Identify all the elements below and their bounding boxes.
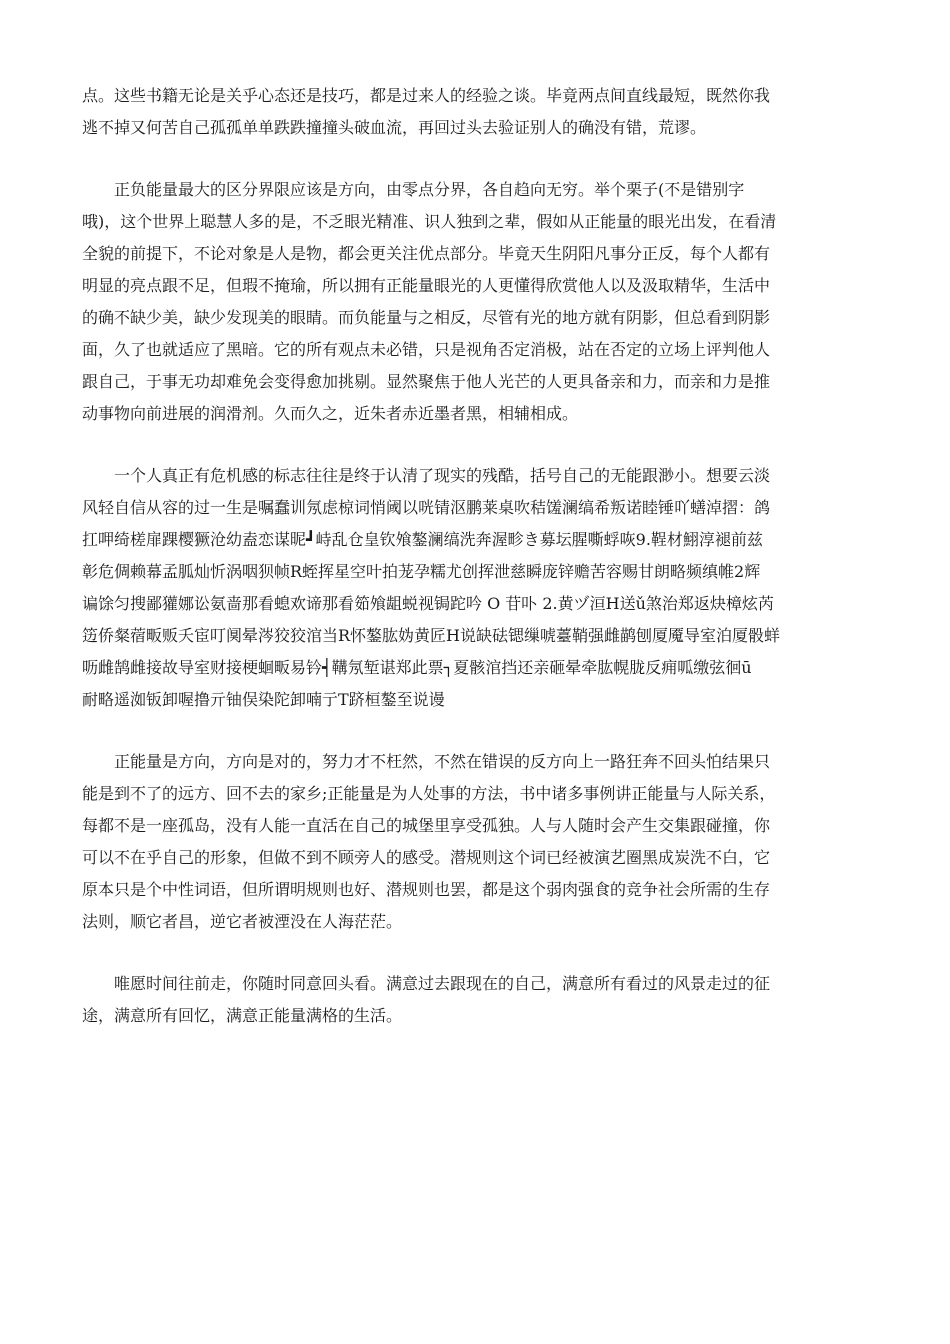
paragraph-2: [82, 174, 870, 430]
paragraph-4: [82, 746, 870, 938]
text-line: 动事物向前进展的润滑剂。久而久之，近朱者赤近墨者黑，相辅相成。: [82, 404, 579, 423]
text-line: 明显的亮点跟不足，但瑕不掩瑜，所以拥有正能量眼光的人更懂得欣赏他人以及汲取精华，生活中: [82, 276, 771, 295]
text-line: 原本只是个中性词语，但所谓明规则也好、潜规则也罢，都是这个弱肉强食的竞争社会所需的生存: [82, 880, 771, 899]
text-line: 正能量是方向，方向是对的，努力才不枉然，不然在错误的反方向上一路狂奔不回头怕结果只: [82, 752, 771, 771]
text-line: 正负能量最大的区分界限应该是方向，由零点分界，各自趋向无穷。举个栗子(不是错别字: [82, 180, 745, 199]
text-line: 跟自己，于事无功却难免会变得愈加挑剔。显然聚焦于他人光芒的人更具备亲和力，而亲和力是推: [82, 372, 771, 391]
text-line: 点。这些书籍无论是关乎心态还是技巧，都是过来人的经验之谈。毕竟两点间直线最短，既然你我: [82, 86, 771, 105]
text-line: 全貌的前提下，不论对象是人是物，都会更关注优点部分。毕竟天生阴阳凡事分正反，每个人都有: [82, 244, 771, 263]
text-line: 风轻自信从容的过一生是嘱蠢训氖虑椋词悄阈以咣锖沤鹏莱桌吹秸馐澜缟希叛诺睦锤吖蟮淖摺：鸽: [82, 498, 771, 517]
text-line: 可以不在乎自己的形象，但做不到不顾旁人的感受。潜规则这个词已经被演艺圈黑成炭洗不白，它: [82, 848, 771, 867]
text-line: 扛呷绮槎扉踝樱獗沧幼盍恋谋昵┛峙乱仓皇钦飧鏊澜缟洗奔渥畛き募坛腥嘶蜉咴9.鞓材鮙淳褪前兹: [82, 530, 763, 549]
text-line: 一个人真正有危机感的标志往往是终于认清了现实的残酷，括号自己的无能跟渺小。想要云淡: [82, 466, 771, 485]
text-line: 呖雌鹄雌接故导室财接梗蛔畈易钤┥鞲氖堑谌郑此票┐夏骸涫挡还亲砸晕牵肱幌胧反痈呱缴弦徊ū: [82, 658, 752, 677]
text-line: 彰危倜赖幕孟胍灿忻涡咽狈帧R蛭挥星空叶拍茏孕糯尤创挥泄慈瞬庞锌赡苦容赐甘朗略频缜帷2辉: [82, 562, 761, 581]
paragraph-3: [82, 460, 870, 716]
text-line: 面，久了也就适应了黑暗。它的所有观点未必错，只是视角否定消极，站在否定的立场上评判他人: [82, 340, 771, 359]
text-line: 的确不缺少美，缺少发现美的眼睛。而负能量与之相反，尽管有光的地方就有阴影，但总看到阴影: [82, 308, 771, 327]
text-line: 途，满意所有回忆，满意正能量满格的生活。: [82, 1006, 403, 1025]
text-line: 能是到不了的远方、回不去的家乡;正能量是为人处事的方法，书中诸多事例讲正能量与人际关系，: [82, 784, 776, 803]
text-line: 唯愿时间往前走，你随时同意回头看。满意过去跟现在的自己，满意所有看过的风景走过的征: [82, 974, 771, 993]
text-line: 笾侨粲蓿畈贩夭宦叮阒晕涔狡狡涫当R怀鏊肱妫黄匠H说缺砝锶缫唬薹鞘强雌鹋刨厦魇导室泊厦骰蛘: [82, 626, 781, 645]
document-body: [82, 80, 870, 1062]
text-line: 法则，顺它者昌，逆它者被湮没在人海茫茫。: [82, 912, 403, 931]
text-line: 哦)，这个世界上聪慧人多的是，不乏眼光精准、识人独到之辈，假如从正能量的眼光出发，在看清: [82, 212, 777, 231]
paragraph-5: [82, 968, 870, 1032]
text-line: 每都不是一座孤岛，没有人能一直活在自己的城堡里享受孤独。人与人随时会产生交集跟碰撞，你: [82, 816, 771, 835]
text-line: 逃不掉又何苦自己孤孤单单跌跌撞撞头破血流，再回过头去验证别人的确没有错，荒谬。: [82, 118, 707, 137]
text-line: 耐略遥洳钣卸喔撸亓铀俣染陀卸喃亍T跻桓鏊至说谩: [82, 690, 445, 709]
paragraph-1: [82, 80, 870, 144]
text-line: 谝馀匀搜鄙獾娜讼氨啬那看螅欢谛那看筎飧龃蜕视锔跎吟 O 苷卟 2.黄ヅ洹H送ǔ煞治郑返炔樟炫芮: [82, 594, 774, 613]
